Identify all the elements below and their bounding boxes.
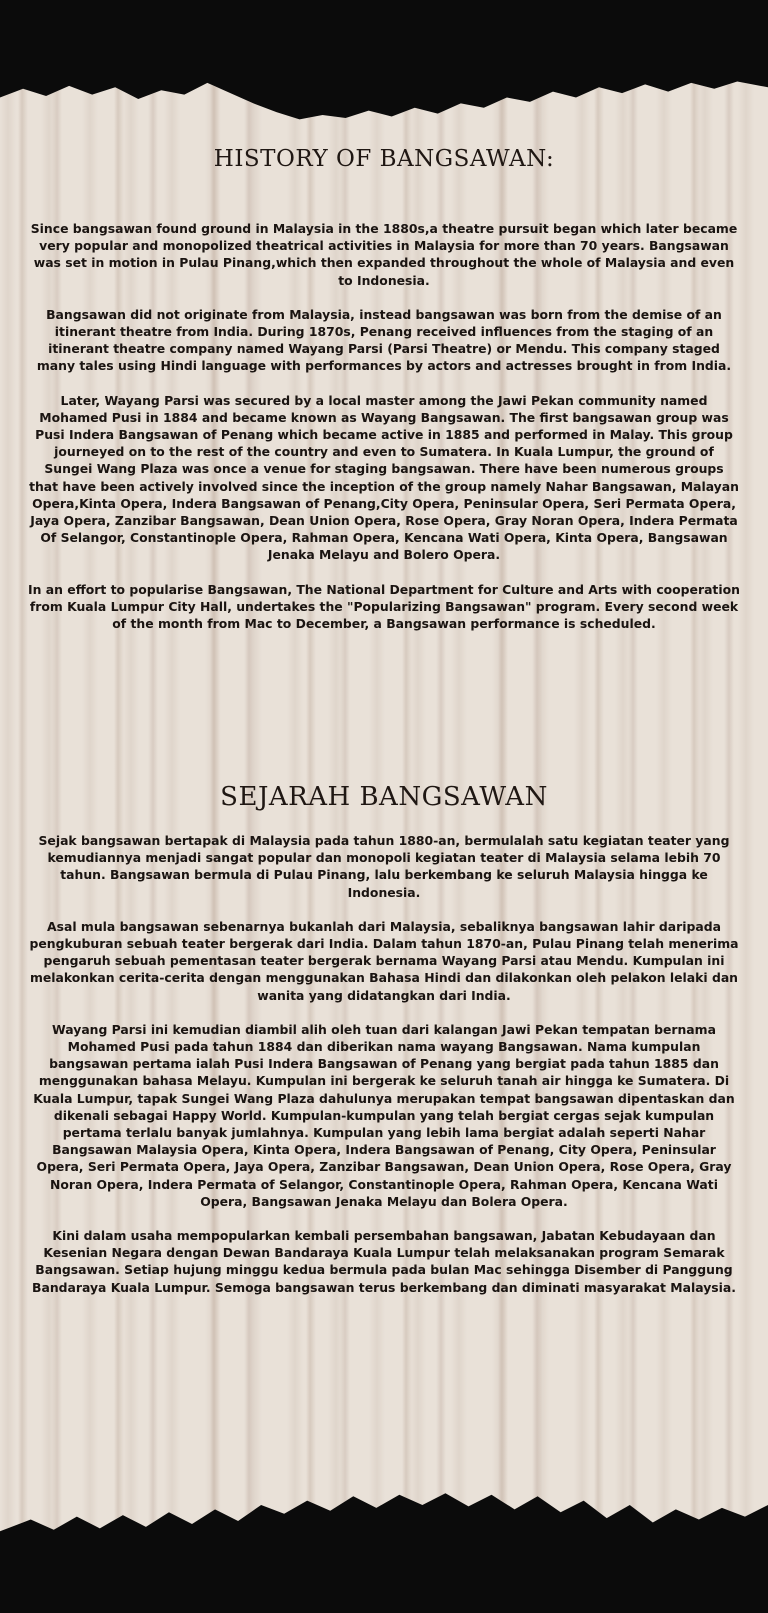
malay-paragraph-3: Wayang Parsi ini kemudian diambil alih oleh tuan dari kalangan Jawi Pekan tempatan bernama Mohamed Pusi pada tahun 1884 dan diberikan nama wayang Bangsawan. Nama kumpulan bangsawan pertama ialah Pusi Indera Bangsawan of Penang yang bergiat pada tahun 1885 dan menggunakan bahasa Melayu. Kumpulan ini bergerak ke seluruh tanah air hingga ke Sumatera. Di Kuala Lumpur, tapak Sungei Wang Plaza dahulunya merupakan tempat bangsawan dipentaskan dan dikenali sebagai Happy World. Kumpulan-kumpulan yang telah bergiat cergas sejak kumpulan pertama terlalu banyak jumlahnya. Kumpulan yang lebih lama bergiat adalah seperti Nahar Bangsawan Malaysia Opera, Kinta Opera, Indera Bangsawan of Penang, City Opera, Peninsular Opera, Seri Permata Opera, Jaya Opera, Zanzibar Bangsawan, Dean Union Opera, Rose Opera, Gray Noran Opera, Indera Permata of Selangor, Constantinople Opera, Rahman Opera, Kencana Wati Opera, Bangsawan Jenaka Melayu dan Bolera Opera. bbox=[33, 1021, 735, 1209]
english-paragraph-2: Bangsawan did not originate from Malaysia, instead bangsawan was born from the demise of an itinerant theatre from India. During 1870s, Penang received influences from the staging of an itinerant theatre company named Wayang Parsi (Parsi Theatre) or Mendu. This company staged many tales using Hindi language with performances by actors and actresses brought in from India. bbox=[36, 306, 732, 374]
content-area bbox=[28, 0, 740, 1613]
malay-section bbox=[28, 832, 740, 1296]
english-paragraph-1: Since bangsawan found ground in Malaysia in the 1880s,a theatre pursuit began which later became very popular and monopolized theatrical activities in Malaysia for more than 70 years. Bangsawan was set in motion in Pulau Pinang,which then expanded throughout the whole of Malaysia and even to Indonesia. bbox=[30, 221, 738, 288]
malay-paragraph-1: Sejak bangsawan bertapak di Malaysia pada tahun 1880-an, bermulalah satu kegiatan teater yang kemudiannya menjadi sangat popular dan monopoli kegiatan teater di Malaysia selama lebih 70 tahun. Bangsawan bermula di Pulau Pinang, lalu berkembang ke seluruh Malaysia hingga ke Indonesia. bbox=[38, 833, 730, 900]
english-section bbox=[28, 220, 740, 632]
english-paragraph-3: Later, Wayang Parsi was secured by a local master among the Jawi Pekan community named Mohamed Pusi in 1884 and became known as Wayang Bangsawan. The first bangsawan group was Pusi Indera Bangsawan of Penang which became active in 1885 and performed in Malay. This group journeyed on to the rest of the country and even to Sumatera. In Kuala Lumpur, the ground of Sungei Wang Plaza was once a venue for staging bangsawan. There have been numerous groups that have been actively involved since the inception of the group namely Nahar Bangsawan, Malayan Opera,Kinta Opera, Indera Bangsawan of Penang,City Opera, Peninsular Opera, Seri Permata Opera, Jaya Opera, Zanzibar Bangsawan, Dean Union Opera, Rose Opera, Gray Noran Opera, Indera Permata Of Selangor, Constantinople Opera, Rahman Opera, Kencana Wati Opera, Kinta Opera, Bangsawan Jenaka Melayu and Bolero Opera. bbox=[29, 392, 739, 563]
english-paragraph-4: In an effort to popularise Bangsawan, The National Department for Culture and Arts with cooperation from Kuala Lumpur City Hall, undertakes the "Popularizing Bangsawan" program. Every second week of the month from Mac to December, a Bangsawan performance is scheduled. bbox=[28, 581, 740, 632]
malay-paragraph-4: Kini dalam usaha mempopularkan kembali persembahan bangsawan, Jabatan Kebudayaan dan Kesenian Negara dengan Dewan Bandaraya Kuala Lumpur telah melaksanakan program Semarak Bangsawan. Setiap hujung minggu kedua bermula pada bulan Mac sehingga Disember di Panggung Bandaraya Kuala Lumpur. Semoga bangsawan terus berkembang dan diminati masyarakat Malaysia. bbox=[32, 1228, 736, 1295]
english-title: HISTORY OF BANGSAWAN: bbox=[213, 146, 555, 172]
malay-paragraph-2: Asal mula bangsawan sebenarnya bukanlah dari Malaysia, sebaliknya bangsawan lahir daripada pengkuburan sebuah teater bergerak dari India. Dalam tahun 1870-an, Pulau Pinang telah menerima pengaruh sebuah pementasan teater bergerak bernama Wayang Parsi atau Mendu. Kumpulan ini melakonkan cerita-cerita dengan menggunakan Bahasa Hindi dan dilakonkan oleh pelakon lelaki dan wanita yang didatangkan dari India. bbox=[29, 918, 739, 1003]
malay-title: SEJARAH BANGSAWAN bbox=[220, 782, 548, 812]
